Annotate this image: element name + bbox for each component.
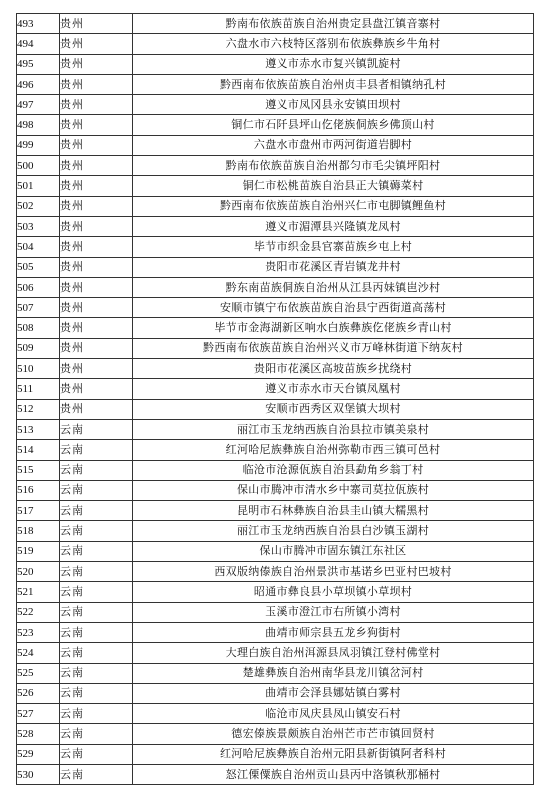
table-row [17,379,534,399]
province-cell: 云南 [60,562,133,582]
province-cell: 云南 [60,419,133,439]
row-number-cell: 496 [17,74,60,94]
table-row [17,704,534,724]
village-name-cell: 遵义市赤水市天台镇凤凰村 [133,379,534,399]
village-name-cell: 六盘水市盘州市两河街道岩脚村 [133,135,534,155]
row-number-cell: 525 [17,663,60,683]
row-number-cell: 499 [17,135,60,155]
province-cell: 云南 [60,460,133,480]
province-cell: 贵州 [60,237,133,257]
table-row [17,663,534,683]
province-cell: 云南 [60,521,133,541]
province-cell: 贵州 [60,34,133,54]
table-row [17,115,534,135]
row-number-cell: 510 [17,359,60,379]
village-name-cell: 铜仁市石阡县坪山仡佬族侗族乡佛顶山村 [133,115,534,135]
table-row [17,501,534,521]
row-number-cell: 522 [17,602,60,622]
village-name-cell: 昭通市彝良县小草坝镇小草坝村 [133,582,534,602]
row-number-cell: 511 [17,379,60,399]
table-row [17,135,534,155]
table-row [17,318,534,338]
village-name-cell: 铜仁市松桃苗族自治县正大镇薅菜村 [133,176,534,196]
village-name-cell: 大理白族自治州洱源县凤羽镇江登村佛堂村 [133,643,534,663]
province-cell: 贵州 [60,196,133,216]
village-name-cell: 临沧市沧源佤族自治县勐角乡翁丁村 [133,460,534,480]
province-cell: 贵州 [60,156,133,176]
row-number-cell: 512 [17,399,60,419]
table-row [17,419,534,439]
row-number-cell: 507 [17,298,60,318]
province-cell: 贵州 [60,277,133,297]
province-cell: 云南 [60,663,133,683]
province-cell: 贵州 [60,338,133,358]
province-cell: 云南 [60,764,133,784]
province-cell: 贵州 [60,379,133,399]
village-name-cell: 黔西南布依族苗族自治州兴义市万峰林街道下纳灰村 [133,338,534,358]
village-name-cell: 德宏傣族景颇族自治州芒市芒市镇回贤村 [133,724,534,744]
table-row [17,338,534,358]
row-number-cell: 500 [17,156,60,176]
province-cell: 贵州 [60,298,133,318]
village-name-cell: 贵阳市花溪区青岩镇龙井村 [133,257,534,277]
village-name-cell: 西双版纳傣族自治州景洪市基诺乡巴亚村巴坡村 [133,562,534,582]
village-name-cell: 贵阳市花溪区高坡苗族乡扰绕村 [133,359,534,379]
village-name-cell: 遵义市湄潭县兴隆镇龙凤村 [133,216,534,236]
village-name-cell: 遵义市凤冈县永安镇田坝村 [133,95,534,115]
row-number-cell: 493 [17,14,60,34]
province-cell: 贵州 [60,14,133,34]
village-name-cell: 黔南布依族苗族自治州都匀市毛尖镇坪阳村 [133,156,534,176]
table-row [17,95,534,115]
village-name-cell: 丽江市玉龙纳西族自治县白沙镇玉湖村 [133,521,534,541]
province-cell: 云南 [60,683,133,703]
village-name-cell: 昆明市石林彝族自治县圭山镇大糯黑村 [133,501,534,521]
row-number-cell: 509 [17,338,60,358]
row-number-cell: 506 [17,277,60,297]
province-cell: 贵州 [60,115,133,135]
table-row [17,622,534,642]
village-name-cell: 黔西南布依族苗族自治州兴仁市屯脚镇鲤鱼村 [133,196,534,216]
table-row [17,14,534,34]
table-row [17,683,534,703]
province-cell: 贵州 [60,95,133,115]
province-cell: 云南 [60,602,133,622]
province-cell: 云南 [60,704,133,724]
row-number-cell: 504 [17,237,60,257]
row-number-cell: 514 [17,440,60,460]
row-number-cell: 505 [17,257,60,277]
row-number-cell: 517 [17,501,60,521]
table-row [17,196,534,216]
province-cell: 云南 [60,622,133,642]
table-row [17,562,534,582]
province-cell: 云南 [60,643,133,663]
row-number-cell: 530 [17,764,60,784]
village-name-cell: 玉溪市澄江市右所镇小湾村 [133,602,534,622]
table-row [17,74,534,94]
row-number-cell: 497 [17,95,60,115]
village-name-cell: 保山市腾冲市清水乡中寨司莫拉佤族村 [133,480,534,500]
table-row [17,460,534,480]
province-cell: 贵州 [60,359,133,379]
table-row [17,54,534,74]
row-number-cell: 527 [17,704,60,724]
province-cell: 贵州 [60,54,133,74]
table-row [17,541,534,561]
village-name-cell: 怒江傈僳族自治州贡山县丙中洛镇秋那桶村 [133,764,534,784]
province-cell: 云南 [60,541,133,561]
table-body [17,14,534,785]
province-cell: 贵州 [60,135,133,155]
village-name-cell: 丽江市玉龙纳西族自治县拉市镇美泉村 [133,419,534,439]
table-row [17,521,534,541]
row-number-cell: 528 [17,724,60,744]
village-name-cell: 临沧市凤庆县凤山镇安石村 [133,704,534,724]
row-number-cell: 495 [17,54,60,74]
village-list-table [16,13,534,785]
table-row [17,399,534,419]
province-cell: 云南 [60,480,133,500]
table-row [17,744,534,764]
table-row [17,156,534,176]
row-number-cell: 515 [17,460,60,480]
province-cell: 云南 [60,582,133,602]
table-row [17,359,534,379]
row-number-cell: 529 [17,744,60,764]
province-cell: 贵州 [60,399,133,419]
village-name-cell: 黔东南苗族侗族自治州从江县丙妹镇岜沙村 [133,277,534,297]
table-row [17,237,534,257]
village-name-cell: 黔南布依族苗族自治州贵定县盘江镇音寨村 [133,14,534,34]
table-row [17,764,534,784]
village-name-cell: 安顺市西秀区双堡镇大坝村 [133,399,534,419]
province-cell: 贵州 [60,176,133,196]
province-cell: 贵州 [60,216,133,236]
row-number-cell: 519 [17,541,60,561]
province-cell: 云南 [60,744,133,764]
row-number-cell: 494 [17,34,60,54]
village-name-cell: 红河哈尼族彝族自治州弥勒市西三镇可邑村 [133,440,534,460]
table-row [17,440,534,460]
row-number-cell: 502 [17,196,60,216]
province-cell: 贵州 [60,257,133,277]
row-number-cell: 518 [17,521,60,541]
table-row [17,582,534,602]
table-row [17,724,534,744]
village-name-cell: 毕节市金海湖新区响水白族彝族仡佬族乡青山村 [133,318,534,338]
table-row [17,216,534,236]
village-name-cell: 红河哈尼族彝族自治州元阳县新街镇阿者科村 [133,744,534,764]
row-number-cell: 501 [17,176,60,196]
row-number-cell: 513 [17,419,60,439]
village-name-cell: 曲靖市师宗县五龙乡狗街村 [133,622,534,642]
village-name-cell: 保山市腾冲市固东镇江东社区 [133,541,534,561]
table-row [17,277,534,297]
row-number-cell: 524 [17,643,60,663]
table-row [17,643,534,663]
table-row [17,176,534,196]
table-row [17,257,534,277]
row-number-cell: 523 [17,622,60,642]
province-cell: 云南 [60,724,133,744]
row-number-cell: 520 [17,562,60,582]
province-cell: 贵州 [60,318,133,338]
row-number-cell: 521 [17,582,60,602]
village-name-cell: 黔西南布依族苗族自治州贞丰县者相镇纳孔村 [133,74,534,94]
village-name-cell: 毕节市织金县官寨苗族乡屯上村 [133,237,534,257]
village-name-cell: 六盘水市六枝特区落别布依族彝族乡牛角村 [133,34,534,54]
province-cell: 云南 [60,501,133,521]
village-name-cell: 曲靖市会泽县娜姑镇白雾村 [133,683,534,703]
table-row [17,602,534,622]
row-number-cell: 503 [17,216,60,236]
row-number-cell: 508 [17,318,60,338]
village-name-cell: 安顺市镇宁布依族苗族自治县宁西街道高荡村 [133,298,534,318]
row-number-cell: 516 [17,480,60,500]
table-row [17,480,534,500]
province-cell: 贵州 [60,74,133,94]
row-number-cell: 526 [17,683,60,703]
table-row [17,34,534,54]
table-row [17,298,534,318]
province-cell: 云南 [60,440,133,460]
row-number-cell: 498 [17,115,60,135]
village-name-cell: 楚雄彝族自治州南华县龙川镇岔河村 [133,663,534,683]
village-name-cell: 遵义市赤水市复兴镇凯旋村 [133,54,534,74]
